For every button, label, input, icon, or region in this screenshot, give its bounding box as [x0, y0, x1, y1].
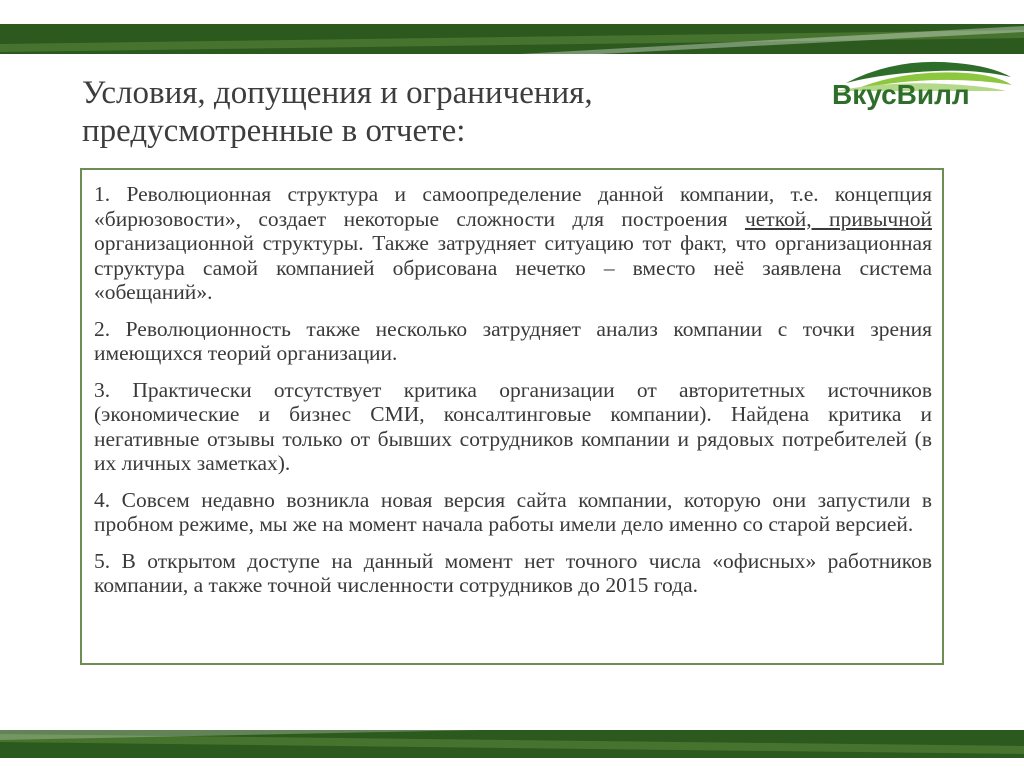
condition-item-1-prefix: 1. Революционная структура и самоопределение данной компании, т.е. концепция «бирюзовости», создает некоторые сложности для построения — [94, 182, 932, 231]
top-decorative-band — [0, 24, 1024, 54]
logo-text: ВкусВилл — [832, 79, 970, 110]
condition-item-1 — [94, 182, 932, 305]
title-line-2: предусмотренные в отчете: — [82, 113, 466, 149]
conditions-box — [80, 168, 944, 665]
bottom-decorative-band — [0, 730, 1024, 758]
slide-title — [82, 74, 722, 150]
condition-item-1-underlined: четкой, привычной — [744, 206, 932, 231]
condition-item-2: 2. Революционность также несколько затрудняет анализ компании с точки зрения имеющихся теорий организации. — [94, 316, 932, 365]
vkusvill-logo — [826, 53, 1016, 123]
condition-item-4: 4. Совсем недавно возникла новая версия сайта компании, которую они запустили в пробном режиме, мы же на момент начала работы имели дело именно со старой версией. — [94, 487, 932, 536]
condition-item-3: 3. Практически отсутствует критика организации от авторитетных источников (экономические и бизнес СМИ, консалтинговые компании). Найдена критика и негативные отзывы только от бывших сотрудников компании и рядовых потребителей (в их личных заметках). — [94, 377, 932, 475]
condition-item-1-suffix: организационной структуры. Также затрудняет ситуацию тот факт, что организационная структура самой компанией обрисована нечетко – вместо неё заявлена система «обещаний». — [94, 231, 932, 304]
condition-item-5: 5. В открытом доступе на данный момент нет точного числа «офисных» работников компании, а также точной численности сотрудников до 2015 года. — [94, 548, 932, 597]
title-line-1: Условия, допущения и ограничения, — [82, 75, 593, 111]
